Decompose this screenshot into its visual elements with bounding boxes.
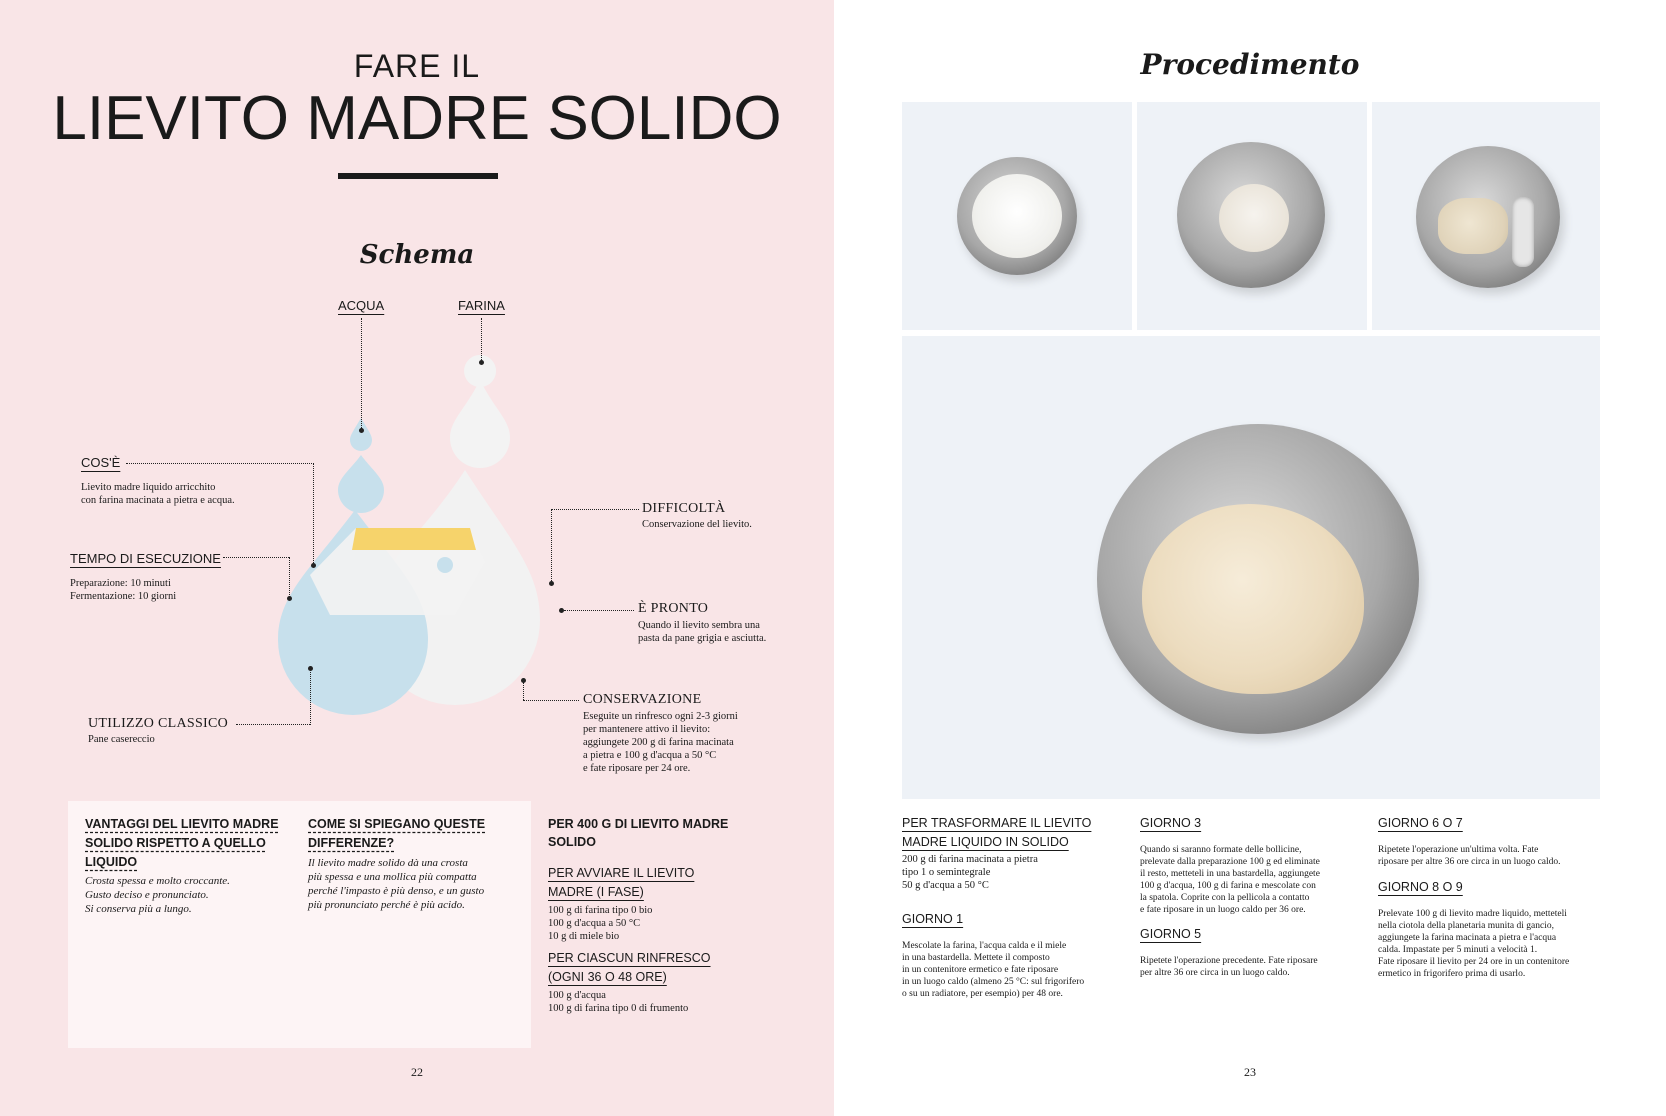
acqua-label: ACQUA — [338, 298, 385, 313]
pronto-label: È PRONTO — [638, 601, 709, 616]
avviare-items: 100 g di farina tipo 0 bio 100 g d'acqua a 50 °C 10 g di miele bio — [548, 905, 653, 942]
rinfresco-items: 100 g d'acqua 100 g di farina tipo 0 di frumento — [548, 990, 689, 1014]
giorno89-heading: GIORNO 8 O 9 — [1378, 880, 1463, 894]
transform-items: 200 g di farina macinata a pietra tipo 1 o semintegrale 50 g d'acqua a 50 °C — [902, 854, 1038, 891]
cose-desc: Lievito madre liquido arricchito con farina macinata a pietra e acqua. — [81, 482, 235, 506]
utilizzo-label: UTILIZZO CLASSICO — [88, 716, 229, 731]
tempo-dot — [287, 596, 292, 601]
farina-connector — [481, 318, 482, 362]
tempo-desc: Preparazione: 10 minuti Fermentazione: 10 giorni — [70, 578, 177, 602]
acqua-drop-medium — [338, 455, 384, 513]
avviare-heading: PER AVVIARE IL LIEVITO MADRE (I FASE) — [548, 866, 695, 899]
come-text: Il lievito madre solido dà una crosta più spessa e una mollica più compatta perché l'impasto è più denso, e un gusto più pronunciato perché è più acido. — [308, 857, 485, 911]
giorno1-text: Mescolate la farina, l'acqua calda e il miele in una bastardella. Mettete il composto in un contenitore ermetico e fate riposare in un luogo caldo (almeno 25 °C: sul frigorifero o su un radiatore, per esempio) per 48 ore. — [902, 941, 1085, 999]
acqua-connector — [361, 318, 362, 430]
page-number-right: 23 — [1244, 1065, 1256, 1079]
right-page — [834, 0, 1666, 1116]
schema-diagram — [270, 340, 590, 720]
difficolta-connector-v — [551, 509, 552, 583]
transform-heading: PER TRASFORMARE IL LIEVITO MADRE LIQUIDO IN SOLIDO — [902, 816, 1092, 849]
pronto-connector — [564, 610, 634, 611]
giorno3-text: Quando si saranno formate delle bollicine, prelevate dalla preparazione 100 g ed eliminate il resto, metteteli in una bastardella, aggiungete 100 g d'acqua, 100 g di farina e mescolate con la spatola. Coprite con la pellicola a contatto e fate riposare in un luogo caldo per 36 ore. — [1140, 845, 1320, 915]
bubble-icon — [437, 557, 453, 573]
cose-connector — [126, 463, 314, 464]
utilizzo-dot — [308, 666, 313, 671]
photo-step-3 — [1372, 102, 1600, 330]
difficolta-desc: Conservazione del lievito. — [642, 519, 752, 530]
title-divider — [338, 173, 498, 179]
title-small: FARE IL — [353, 48, 481, 84]
tempo-label: TEMPO DI ESECUZIONE — [70, 551, 221, 566]
farina-drop-medium — [450, 380, 510, 468]
vantaggi-text: Crosta spessa e molto croccante. Gusto deciso e pronunciato. Si conserva più a lungo. — [85, 875, 230, 915]
yellow-band — [352, 528, 476, 550]
conservazione-connector — [523, 700, 579, 701]
photo-step-1 — [902, 102, 1132, 330]
vantaggi-heading: VANTAGGI DEL LIEVITO MADRE SOLIDO RISPETTO A QUELLO LIQUIDO — [85, 817, 279, 869]
utilizzo-desc: Pane casereccio — [88, 734, 155, 745]
tempo-connector — [223, 557, 289, 558]
giorno5-text: Ripetete l'operazione precedente. Fate riposare per altre 36 ore circa in un luogo caldo. — [1140, 956, 1318, 978]
rinfresco-heading: PER CIASCUN RINFRESCO (OGNI 36 O 48 ORE) — [548, 951, 711, 984]
tempo-connector-v — [289, 557, 290, 597]
giorno1-heading: GIORNO 1 — [902, 912, 964, 926]
conservazione-desc: Eseguite un rinfresco ogni 2-3 giorni per mantenere attivo il lievito: aggiungete 200 g di farina macinata a pietra e 100 g d'acqua a 50 °C e fate riposare per 24 ore. — [583, 711, 738, 774]
pronto-desc: Quando il lievito sembra una pasta da pane grigia e asciutta. — [638, 620, 767, 644]
come-heading: COME SI SPIEGANO QUESTE DIFFERENZE? — [308, 817, 486, 850]
cose-connector-v — [313, 463, 314, 565]
giorno5-heading: GIORNO 5 — [1140, 927, 1202, 941]
photo-step-2 — [1137, 102, 1367, 330]
procedimento-heading: Procedimento — [1140, 48, 1360, 81]
farina-dot — [479, 360, 484, 365]
page-number-left: 22 — [411, 1065, 423, 1079]
giorno89-text: Prelevate 100 g di lievito madre liquido, metteteli nella ciotola della planetaria munita di gancio, aggiungete la farina macinata a pietra e l'acqua calda. Impastate per 5 minuti a velocità 1. Fate riposare il lievito per 24 ore in un contenitore ermetico in frigorifero prima di usarlo. — [1378, 909, 1570, 979]
utilizzo-connector-v — [310, 668, 311, 725]
acqua-dot — [359, 428, 364, 433]
giorno3-heading: GIORNO 3 — [1140, 816, 1202, 830]
giorno67-text: Ripetete l'operazione un'ultima volta. Fate riposare per altre 36 ore circa in un luogo caldo. — [1378, 845, 1561, 867]
conservazione-connector-v — [523, 682, 524, 700]
cose-label: COS'È — [81, 455, 121, 470]
difficolta-dot — [549, 581, 554, 586]
photo-final-dough — [902, 336, 1600, 799]
cose-dot — [311, 563, 316, 568]
conservazione-label: CONSERVAZIONE — [583, 692, 702, 707]
difficolta-label: DIFFICOLTÀ — [642, 501, 726, 516]
page-title: LIEVITO MADRE SOLIDO — [52, 84, 782, 153]
giorno67-heading: GIORNO 6 O 7 — [1378, 816, 1463, 830]
schema-heading: Schema — [359, 240, 475, 270]
farina-label: FARINA — [458, 298, 505, 313]
difficolta-connector — [551, 509, 639, 510]
utilizzo-connector — [236, 724, 310, 725]
ingredients-heading: PER 400 G DI LIEVITO MADRE SOLIDO — [548, 817, 729, 849]
